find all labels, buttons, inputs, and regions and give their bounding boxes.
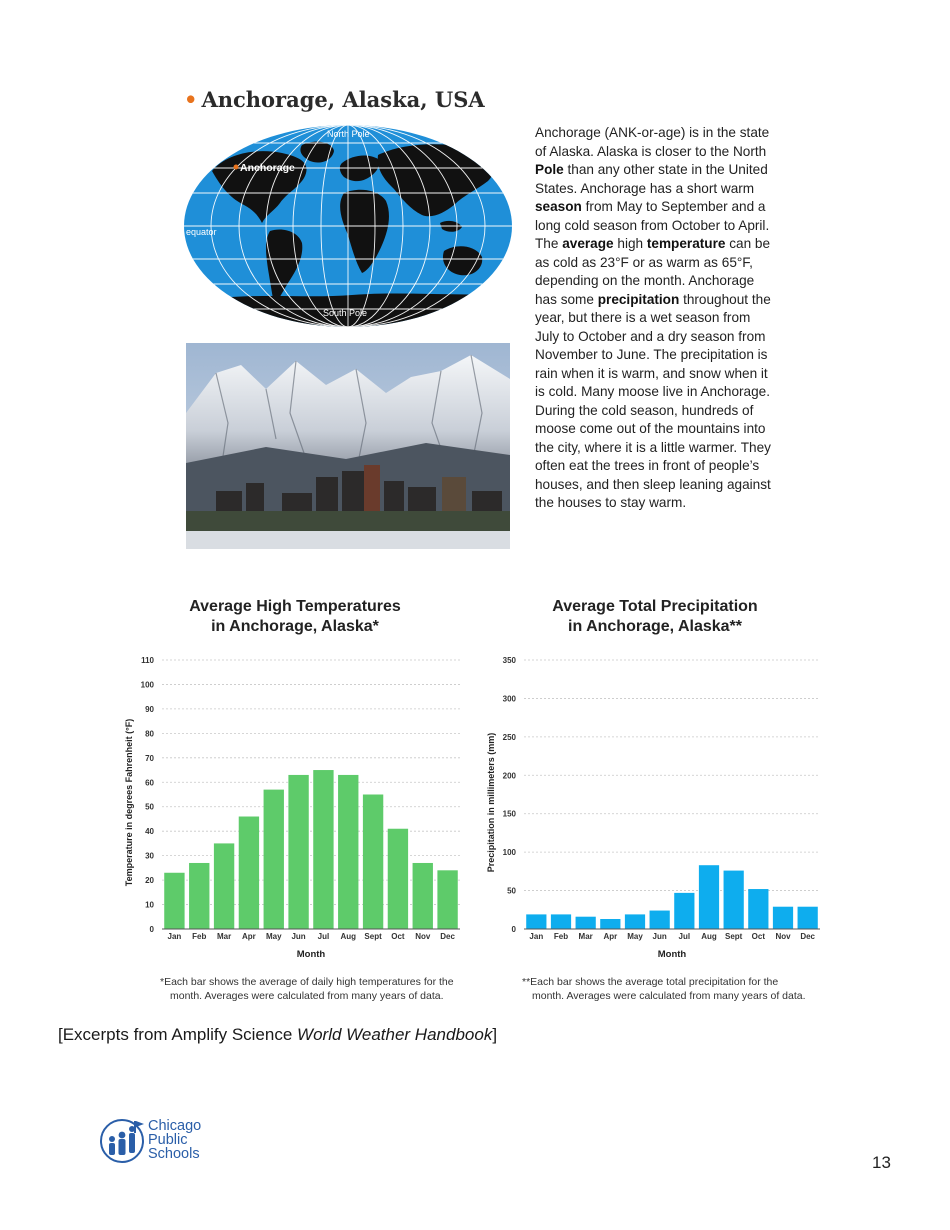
precip-y-tick-label: 200 [502, 771, 516, 781]
precip-x-tick-label: May [627, 932, 643, 941]
cps-logo-text [148, 1119, 201, 1161]
precip-x-tick-label: Jun [652, 932, 667, 941]
temperature-footnote [160, 975, 470, 1003]
temp-y-tick-label: 40 [145, 827, 154, 837]
precip-y-tick-label: 50 [507, 886, 516, 896]
temp-x-tick-label: Mar [216, 932, 232, 941]
precip-y-tick-label: 350 [502, 656, 516, 665]
temp-x-tick-label: Jun [291, 932, 306, 941]
temp-bar-aug [338, 775, 358, 929]
temp-y-tick-label: 70 [145, 753, 154, 763]
precip-x-tick-label: Nov [775, 932, 791, 941]
precip-bar-apr [600, 919, 620, 929]
temp-bar-feb [189, 863, 209, 929]
precip-y-tick-label: 150 [502, 809, 516, 819]
north-pole-label: North Pole [327, 129, 370, 139]
temperature-chart [110, 648, 470, 970]
logo-line3: Schools [148, 1146, 200, 1162]
page-number: 13 [872, 1153, 891, 1172]
precip-x-tick-label: Oct [751, 932, 766, 941]
temperature-title-line1: Average High Temperatures [189, 598, 401, 615]
equator-label: equator [186, 227, 217, 237]
precip-bar-oct [748, 889, 768, 929]
temp-y-tick-label: 30 [145, 851, 154, 861]
temp-bar-jul [313, 770, 333, 929]
temp-y-tick-label: 80 [145, 729, 154, 739]
temp-bar-oct [388, 829, 408, 929]
precip-x-tick-label: Dec [800, 932, 816, 941]
temp-x-tick-label: Feb [192, 932, 207, 941]
para-text-3: from May to September and a long cold season from October to April. The [535, 199, 770, 251]
temperature-title-line2: in Anchorage, Alaska* [211, 618, 379, 635]
temp-y-tick-label: 10 [145, 900, 154, 910]
anchorage-label: Anchorage [240, 162, 295, 174]
precip-x-tick-label: Apr [603, 932, 618, 941]
temp-y-axis-label: Temperature in degrees Fahrenheit (°F) [124, 718, 134, 887]
precip-bar-aug [699, 865, 719, 929]
precip-y-axis-label: Precipitation in millimeters (mm) [486, 732, 496, 873]
heading-title: Anchorage, Alaska, USA [201, 87, 485, 112]
temperature-footnote-line1: *Each bar shows the average of daily high temperatures for the [160, 976, 454, 988]
para-text-5: can be as cold as 23°F or as warm as 65°F, depending on the month. Anchorage has some [535, 236, 771, 307]
precip-x-tick-label: Sept [724, 932, 743, 941]
anchorage-photo [186, 343, 510, 549]
precip-x-axis-label: Month [657, 949, 687, 960]
precip-y-tick-label: 100 [502, 848, 516, 858]
precipitation-title-line2: in Anchorage, Alaska** [568, 618, 742, 635]
temp-y-tick-label: 90 [145, 704, 154, 714]
keyword-precipitation: precipitation [597, 291, 680, 307]
precipitation-footnote [522, 975, 832, 1003]
precip-bar-dec [798, 907, 818, 929]
keyword-average: average [562, 236, 614, 251]
temp-x-tick-label: Aug [340, 932, 357, 941]
temp-x-tick-label: Jan [167, 932, 182, 941]
precipitation-footnote-line1: **Each bar shows the average total precipitation for the [522, 976, 779, 988]
section-heading [184, 87, 485, 112]
precip-y-tick-label: 300 [502, 694, 516, 704]
temp-bar-sept [363, 795, 383, 930]
temp-x-axis-label: Month [296, 949, 326, 960]
temp-bar-apr [239, 817, 259, 929]
precip-bar-feb [551, 914, 571, 929]
logo-line1: Chicago [148, 1118, 202, 1134]
temp-x-tick-label: Apr [242, 932, 256, 941]
temp-bar-may [264, 790, 284, 929]
temperature-footnote-line2: month. Averages were calculated from many years of data. [170, 990, 444, 1002]
precip-bar-nov [773, 907, 793, 929]
precipitation-title-line1: Average Total Precipitation [552, 598, 758, 615]
precip-x-tick-label: Mar [578, 932, 593, 941]
keyword-season: season [535, 199, 582, 214]
temp-x-tick-label: Nov [415, 932, 431, 941]
precip-x-tick-label: Jul [678, 932, 691, 941]
south-pole-label: South Pole [323, 308, 368, 318]
temp-x-tick-label: Sept [364, 932, 382, 941]
world-map [182, 123, 514, 329]
para-text-6: throughout the year, but there is a wet season from July to October and a dry season from November to June. The precipitation is rain when it is warm, and snow when it is cold. Many moose live in Anchorage. During the cold season, hundreds of moose come out of the mountains into the city, where it is a little warmer. They often eat the trees in front of people’s houses, and then sleep leaning against the houses to stay warm. [535, 291, 771, 510]
temp-y-tick-label: 110 [141, 656, 154, 665]
precip-x-tick-label: Feb [553, 932, 569, 941]
precip-bar-jul [674, 893, 694, 929]
temp-bar-nov [413, 863, 433, 929]
precip-x-tick-label: Jan [529, 932, 544, 941]
temp-y-tick-label: 100 [140, 680, 154, 690]
excerpt-citation [58, 1025, 497, 1045]
keyword-temperature: temperature [646, 236, 726, 251]
temp-x-tick-label: Dec [440, 932, 455, 941]
keyword-pole: Pole [535, 162, 564, 177]
excerpt-prefix: [Excerpts from Amplify Science [58, 1025, 298, 1044]
temperature-chart-title [160, 597, 430, 637]
temp-y-tick-label: 50 [145, 802, 154, 812]
precip-bar-mar [576, 917, 596, 929]
precip-x-tick-label: Aug [701, 932, 717, 941]
temp-bar-dec [437, 870, 457, 929]
description-paragraph [535, 124, 775, 513]
excerpt-book-title: World Weather Handbook [297, 1025, 493, 1044]
precip-y-tick-label: 250 [502, 732, 516, 742]
excerpt-suffix: ] [492, 1025, 498, 1044]
temp-x-tick-label: Oct [391, 932, 405, 941]
para-text-2: than any other state in the United States. Anchorage has a short warm [535, 162, 768, 196]
temp-bar-mar [214, 843, 234, 929]
para-text-4: high [613, 236, 647, 251]
precip-bar-jun [650, 911, 670, 929]
temp-x-tick-label: May [265, 932, 282, 941]
bullet-icon: • [184, 87, 198, 112]
para-text-1: Anchorage (ANK-or-age) is in the state of Alaska. Alaska is closer to the North [535, 125, 770, 159]
temp-y-tick-label: 0 [149, 925, 154, 934]
temp-bar-jan [164, 873, 184, 929]
temp-y-tick-label: 60 [145, 778, 154, 788]
precip-bar-may [625, 914, 645, 929]
anchorage-marker [234, 165, 239, 170]
temp-y-tick-label: 20 [145, 876, 154, 886]
precipitation-footnote-line2: month. Averages were calculated from many years of data. [532, 990, 806, 1002]
precipitation-chart [480, 648, 830, 970]
temp-bar-jun [288, 775, 308, 929]
precip-bar-jan [526, 914, 546, 929]
precip-bar-sept [724, 871, 744, 929]
precipitation-chart-title [520, 597, 790, 637]
logo-line2: Public [148, 1132, 188, 1148]
temp-x-tick-label: Jul [317, 932, 330, 941]
precip-y-tick-label: 0 [511, 925, 516, 934]
